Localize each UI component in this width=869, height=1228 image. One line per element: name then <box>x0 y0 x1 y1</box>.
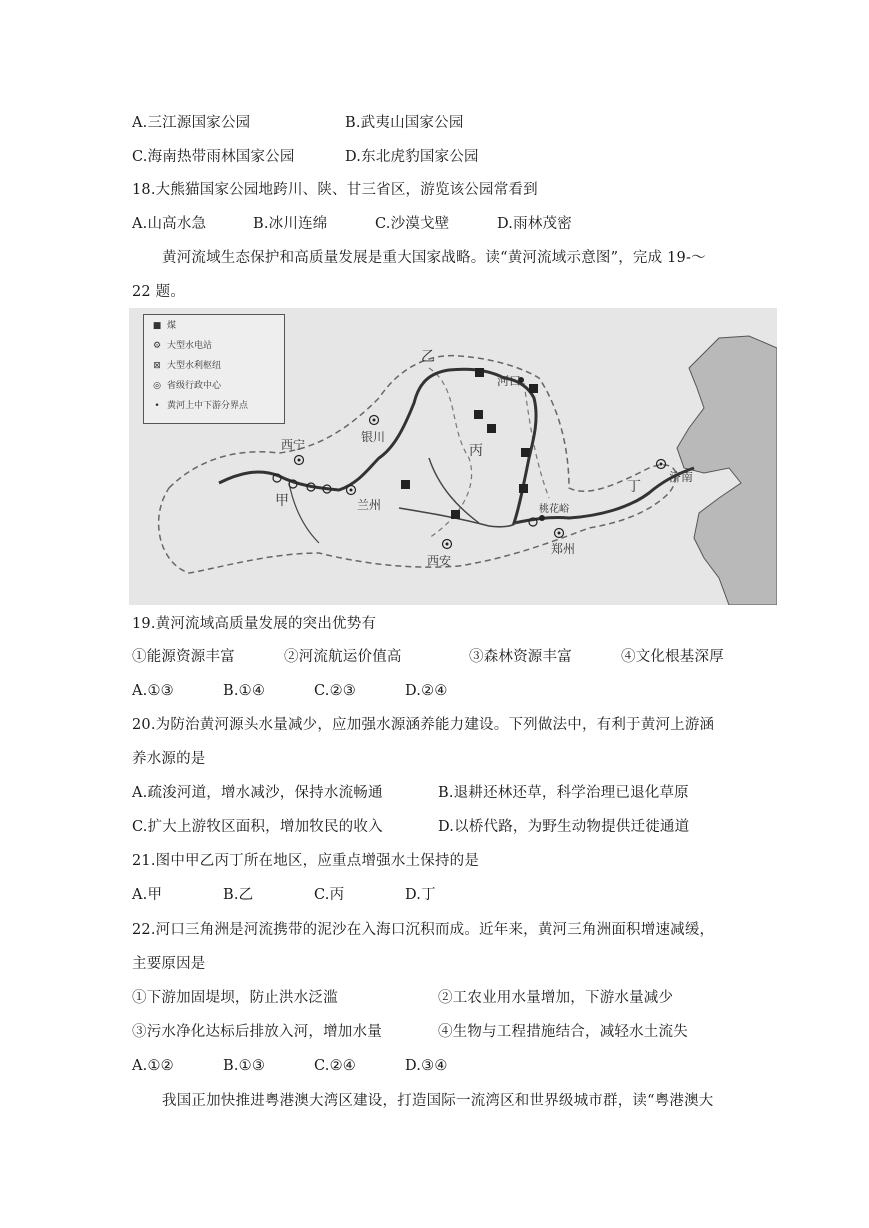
q17-option-d: D.东北虎豹国家公园 <box>345 149 479 165</box>
coal-icon <box>529 384 538 393</box>
q19-statement-1: ①能源资源丰富 <box>132 649 235 665</box>
q22-option-b: B.①③ <box>223 1058 266 1074</box>
next-section-intro: 我国正加快推进粤港澳大湾区建设，打造国际一流湾区和世界级城市群，读“粤港澳大 <box>162 1093 714 1109</box>
coal-icon <box>521 448 530 457</box>
coal-icon <box>475 368 484 377</box>
q21-stem: 21.图中甲乙丙丁所在地区，应重点增强水土保持的是 <box>132 853 480 869</box>
label-jinan: 济南 <box>669 470 694 484</box>
q18-option-a: A.山高水急 <box>132 216 207 232</box>
coal-icon <box>451 510 460 519</box>
boundary-point-icon: • <box>154 401 160 411</box>
q22-statement-2: ②工农业用水量增加，下游水量减少 <box>438 990 674 1006</box>
q22-statement-4: ④生物与工程措施结合，减轻水土流失 <box>438 1024 688 1040</box>
intro-line-1: 黄河流域生态保护和高质量发展是重大国家战略。读“黄河流域示意图”，完成 19-～ <box>162 250 706 266</box>
q18-option-b: B.冰川连绵 <box>253 216 328 232</box>
label-lanzhou: 兰州 <box>357 498 382 512</box>
coal-icon <box>401 480 410 489</box>
q20-option-d: D.以桥代路，为野生动物提供迁徙通道 <box>438 819 690 835</box>
label-hekou: 河口 <box>497 374 522 388</box>
label-ding: 丁 <box>627 479 641 495</box>
q19-statement-3: ③森林资源丰富 <box>469 649 572 665</box>
tributary-2 <box>289 483 319 543</box>
label-yi: 乙 <box>421 349 435 365</box>
intro-line-2: 22 题。 <box>132 284 186 300</box>
q18-stem: 18.大熊猫国家公园地跨川、陕、甘三省区，游览该公园常看到 <box>132 182 538 198</box>
q20-option-b: B.退耕还林还草，科学治理已退化草原 <box>438 785 689 801</box>
q19-stem: 19.黄河流域高质量发展的突出优势有 <box>132 616 377 632</box>
coal-icon: ■ <box>152 321 162 331</box>
label-xining: 西宁 <box>281 438 306 452</box>
q20-stem-line-2: 养水源的是 <box>132 751 206 767</box>
q17-option-a: A.三江源国家公园 <box>132 115 251 131</box>
yellow-river-map <box>129 308 777 605</box>
legend-coal: ■ 煤 <box>150 320 176 332</box>
q21-option-c: C.丙 <box>314 887 345 903</box>
water-hub-icon: ⊠ <box>153 361 161 371</box>
label-xian: 西安 <box>427 554 452 568</box>
map-legend <box>143 314 285 424</box>
q22-option-c: C.②④ <box>314 1058 356 1074</box>
q19-option-d: D.②④ <box>405 683 448 699</box>
q22-stem-line-2: 主要原因是 <box>132 956 206 972</box>
q19-option-c: C.②③ <box>314 683 356 699</box>
q22-stem-line-1: 22.河口三角洲是河流携带的泥沙在入海口沉积而成。近年来，黄河三角洲面积增速减缓， <box>132 922 715 938</box>
q19-statement-4: ④文化根基深厚 <box>621 649 724 665</box>
q17-option-c: C.海南热带雨林国家公园 <box>132 149 295 165</box>
q19-option-b: B.①④ <box>223 683 266 699</box>
q22-statement-3: ③污水净化达标后排放入河，增加水量 <box>132 1024 382 1040</box>
q21-option-b: B.乙 <box>223 887 254 903</box>
q18-option-c: C.沙漠戈壁 <box>375 216 450 232</box>
label-zhengzhou: 郑州 <box>551 542 576 556</box>
label-taohuayu: 桃花峪 <box>539 504 569 515</box>
coal-icon <box>474 410 483 419</box>
q21-option-a: A.甲 <box>132 887 163 903</box>
q20-option-c: C.扩大上游牧区面积，增加牧民的收入 <box>132 819 383 835</box>
q22-option-d: D.③④ <box>405 1058 448 1074</box>
legend-capital: ◎ 省级行政中心 <box>150 380 221 392</box>
q19-statement-2: ②河流航运价值高 <box>284 649 402 665</box>
q22-statement-1: ①下游加固堤坝，防止洪水泛滥 <box>132 990 338 1006</box>
q19-option-a: A.①③ <box>132 683 174 699</box>
taohuayu-boundary-point <box>539 515 545 521</box>
legend-hydro: ⚙ 大型水电站 <box>150 340 212 352</box>
capital-icon: ◎ <box>153 381 161 391</box>
legend-hub: ⊠ 大型水利枢纽 <box>150 360 221 372</box>
coal-icon <box>519 484 528 493</box>
label-bing: 丙 <box>469 443 483 459</box>
q20-option-a: A.疏浚河道，增水减沙，保持水流畅通 <box>132 785 383 801</box>
label-jia: 甲 <box>275 493 289 509</box>
q18-option-d: D.雨林茂密 <box>497 216 572 232</box>
coal-icon <box>487 424 496 433</box>
sub-boundary-2 <box>524 383 549 498</box>
legend-boundary: • 黄河上中下游分界点 <box>150 400 248 412</box>
hydro-station-icon: ⚙ <box>152 341 162 351</box>
q20-stem-line-1: 20.为防治黄河源头水量减少，应加强水源涵养能力建设。下列做法中，有利于黄河上游涵 <box>132 717 715 733</box>
label-yinchuan: 银川 <box>361 430 386 444</box>
q21-option-d: D.丁 <box>405 887 436 903</box>
q22-option-a: A.①② <box>132 1058 174 1074</box>
q17-option-b: B.武夷山国家公园 <box>345 115 464 131</box>
